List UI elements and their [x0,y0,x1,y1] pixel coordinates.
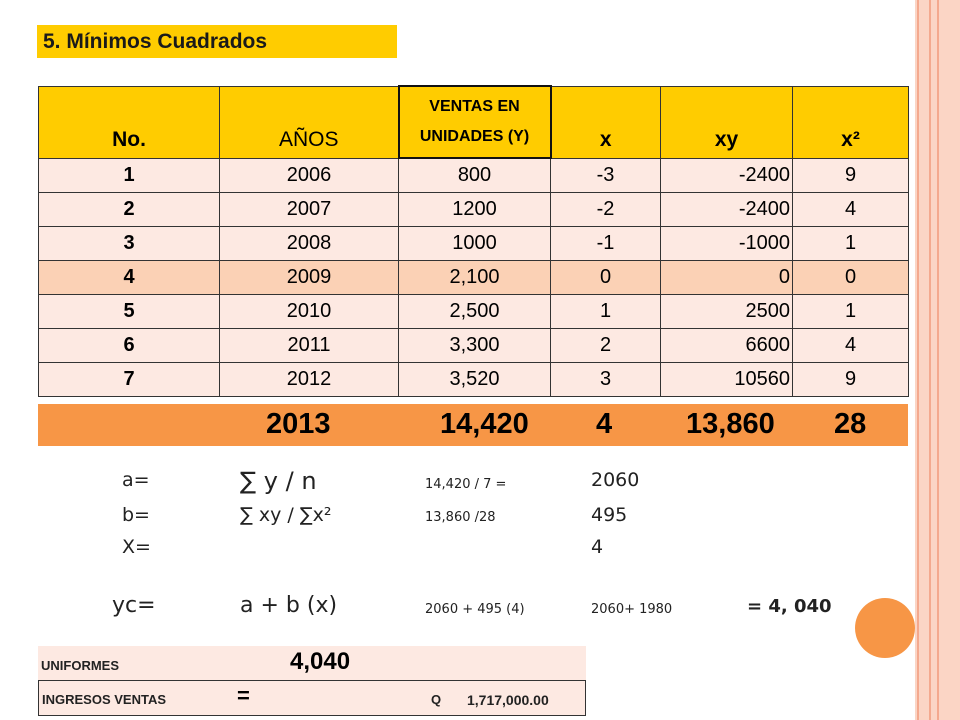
cell-ventas: 2,100 [399,260,551,294]
table-row [39,328,909,362]
cell-xy: -2400 [661,192,793,226]
cell-xy: -2400 [661,158,793,192]
total-x: 4 [596,408,613,440]
cell-x: 0 [551,260,661,294]
cell-no: 1 [39,158,220,192]
uniformes-label: UNIFORMES [41,658,119,673]
x-label: X= [122,536,151,558]
yc-result-line [747,596,832,617]
table-row [39,192,909,226]
header-no: No. [39,86,220,158]
yc-label: yc= [112,593,156,618]
cell-xy: -1000 [661,226,793,260]
cell-no: 4 [39,260,220,294]
b-formula: ∑ xy / ∑x² [240,504,332,526]
x-result: 4 [591,536,604,558]
table-row [39,294,909,328]
table-row [39,226,909,260]
uniformes-value: 4,040 [290,648,351,675]
yc-equals: = [747,596,763,617]
table-header-row [39,86,909,158]
cell-ano: 2012 [220,362,399,396]
ingresos-equals: = [237,683,250,708]
cell-ventas: 1200 [399,192,551,226]
cell-ano: 2009 [220,260,399,294]
header-x2: x² [793,86,909,158]
least-squares-table [38,85,909,397]
total-x2: 28 [834,408,867,440]
cell-xy: 2500 [661,294,793,328]
cell-x2: 9 [793,158,909,192]
a-result: 2060 [591,469,640,491]
yc-operation-2: 2060+ 1980 [591,602,673,617]
total-ano: 2013 [266,408,331,440]
cell-xy: 6600 [661,328,793,362]
a-operation: 14,420 / 7 = [425,477,507,492]
cell-ventas: 800 [399,158,551,192]
cell-ventas: 2,500 [399,294,551,328]
cell-ano: 2007 [220,192,399,226]
currency-symbol: Q [431,692,442,707]
ingresos-value: 1,717,000.00 [467,692,549,708]
cell-no: 3 [39,226,220,260]
right-decorative-border [915,0,960,720]
yc-result: 4, 040 [768,596,832,617]
table-row-highlighted [39,260,909,294]
totals-row [38,404,908,446]
uniformes-row [38,646,586,680]
decorative-circle [855,598,915,658]
section-title: 5. Mínimos Cuadrados [37,25,397,58]
header-ventas: VENTAS EN UNIDADES (Y) [399,86,551,158]
border-line [917,0,919,720]
total-xy: 13,860 [686,408,775,440]
header-xy: xy [661,86,793,158]
total-ventas: 14,420 [440,408,529,440]
cell-x: 3 [551,362,661,396]
cell-ano: 2011 [220,328,399,362]
cell-no: 6 [39,328,220,362]
cell-ano: 2010 [220,294,399,328]
ingresos-row [38,680,586,716]
cell-x: -3 [551,158,661,192]
border-line [937,0,939,720]
cell-ano: 2006 [220,158,399,192]
cell-x: -2 [551,192,661,226]
summary-box [38,646,586,720]
yc-operation-1: 2060 + 495 (4) [425,602,525,617]
cell-x2: 1 [793,294,909,328]
b-operation: 13,860 /28 [425,510,496,525]
cell-ventas: 3,520 [399,362,551,396]
a-formula: ∑ y / n [240,467,317,495]
cell-ventas: 3,300 [399,328,551,362]
table-row [39,362,909,396]
b-label: b= [122,504,150,526]
cell-x2: 4 [793,192,909,226]
cell-xy: 10560 [661,362,793,396]
yc-formula: a + b (x) [240,593,338,618]
b-result: 495 [591,504,628,526]
border-line [929,0,931,720]
cell-x2: 9 [793,362,909,396]
cell-x2: 0 [793,260,909,294]
cell-x: 1 [551,294,661,328]
cell-ventas: 1000 [399,226,551,260]
cell-ano: 2008 [220,226,399,260]
ingresos-label: INGRESOS VENTAS [42,692,167,707]
cell-no: 5 [39,294,220,328]
header-anos: AÑOS [220,86,399,158]
header-x: x [551,86,661,158]
cell-x: -1 [551,226,661,260]
cell-x: 2 [551,328,661,362]
cell-x2: 4 [793,328,909,362]
cell-xy: 0 [661,260,793,294]
cell-no: 7 [39,362,220,396]
cell-x2: 1 [793,226,909,260]
cell-no: 2 [39,192,220,226]
a-label: a= [122,469,150,491]
table-row [39,158,909,192]
